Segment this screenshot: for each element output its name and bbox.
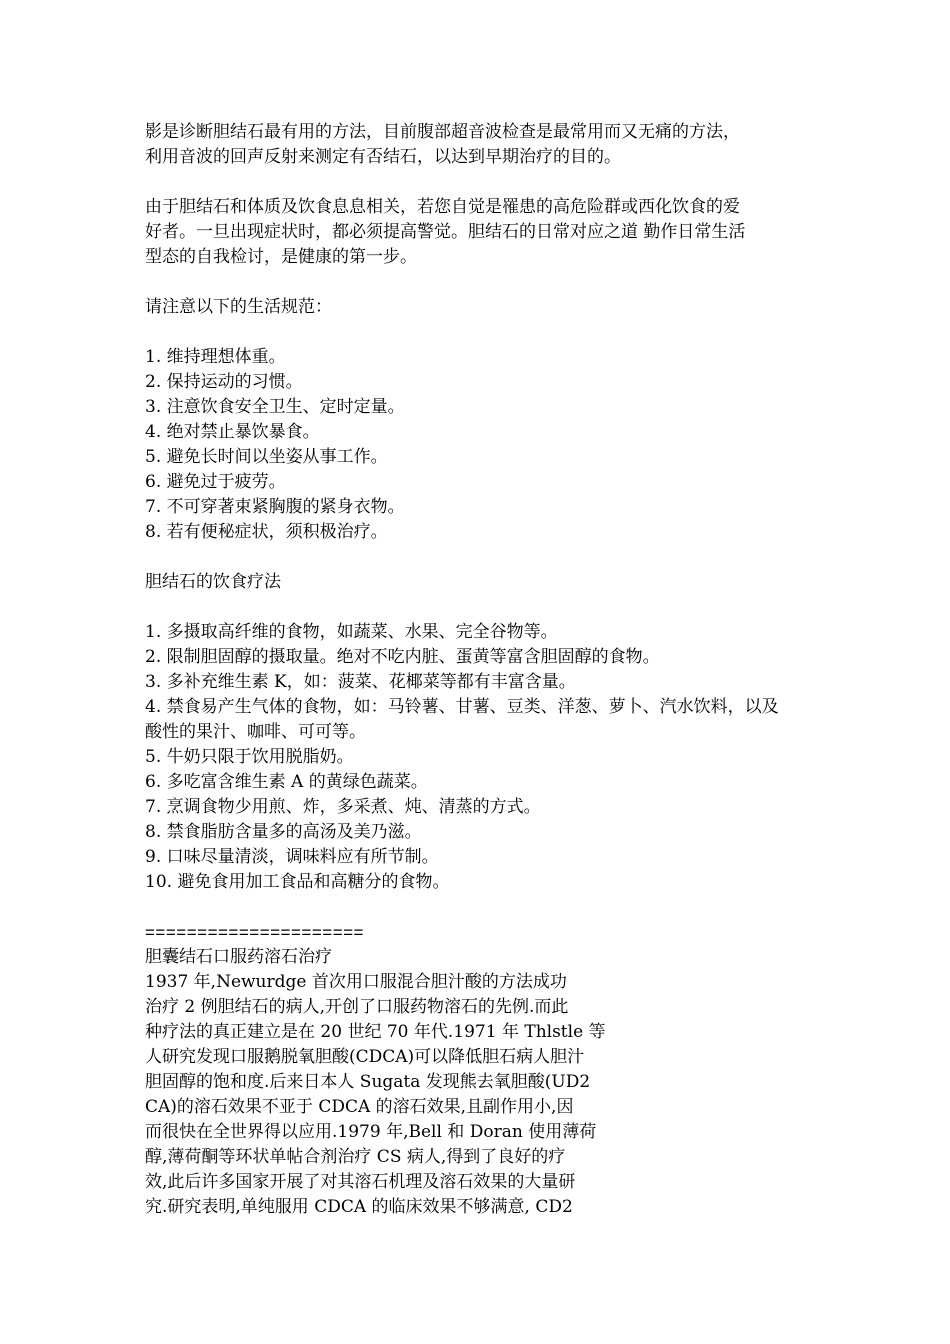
text-line: 1937 年,Newurdge 首次用口服混合胆汁酸的方法成功 [145,972,567,992]
text-line: 治疗 2 例胆结石的病人,开创了口服药物溶石的先例.而此 [145,997,569,1017]
list-item: 10. 避免食用加工食品和高糖分的食物。 [145,872,450,892]
list-item: 7. 烹调食物少用煎、炸，多采煮、炖、清蒸的方式。 [145,797,541,817]
document-page [145,120,825,1220]
paragraph-gap [145,170,825,195]
text-line: 影是诊断胆结石最有用的方法，目前腹部超音波检查是最常用而又无痛的方法， [145,122,740,142]
paragraph-gap [145,595,825,620]
text-line: 效,此后许多国家开展了对其溶石机理及溶石效果的大量研 [145,1172,576,1192]
paragraph-gap [145,270,825,295]
text-line: 醇,薄荷酮等环状单帖合剂治疗 CS 病人,得到了良好的疗 [145,1147,566,1167]
text-line: 种疗法的真正建立是在 20 世纪 70 年代.1971 年 Thlstle 等 [145,1022,606,1042]
list-item: 7. 不可穿著束紧胸腹的紧身衣物。 [145,497,405,517]
text-line: 好者。一旦出现症状时，都必须提高警觉。胆结石的日常对应之道 勤作日常生活 [145,222,746,242]
text-line: 而很快在全世界得以应用.1979 年,Bell 和 Doran 使用薄荷 [145,1122,597,1142]
list-item: 3. 多补充维生素 K，如：菠菜、花椰菜等都有丰富含量。 [145,672,576,692]
text-line: 究.研究表明,单纯服用 CDCA 的临床效果不够满意, CD2 [145,1197,573,1217]
list-item: 4. 绝对禁止暴饮暴食。 [145,422,320,442]
diet-list [145,620,825,895]
paragraph-gap [145,895,825,920]
text-line: 由于胆结石和体质及饮食息息相关，若您自觉是罹患的高危险群或西化饮食的爱 [145,197,740,217]
list-item: 1. 多摄取高纤维的食物，如蔬菜、水果、完全谷物等。 [145,622,558,642]
text-line: 型态的自我检讨，是健康的第一步。 [145,247,417,267]
section-title: 胆囊结石口服药溶石治疗 [145,947,332,967]
intro-paragraph [145,120,825,170]
list-item: 4. 禁食易产生气体的食物，如：马铃薯、甘薯、豆类、洋葱、萝卜、汽水饮料，以及 [145,697,779,717]
list-item: 5. 避免长时间以坐姿从事工作。 [145,447,388,467]
list-item: 1. 维持理想体重。 [145,347,286,367]
list-item: 5. 牛奶只限于饮用脱脂奶。 [145,747,354,767]
rules-list [145,345,825,545]
list-item: 9. 口味尽量清淡，调味料应有所节制。 [145,847,439,867]
list-item: 8. 若有便秘症状，须积极治疗。 [145,522,388,542]
rules-heading: 请注意以下的生活规范： [145,297,332,317]
paragraph-gap [145,545,825,570]
risk-paragraph [145,195,825,270]
diet-heading: 胆结石的饮食疗法 [145,572,281,592]
paragraph-gap [145,320,825,345]
history-paragraph [145,970,665,1220]
list-item: 6. 避免过于疲劳。 [145,472,286,492]
list-item: 6. 多吃富含维生素 A 的黄绿色蔬菜。 [145,772,428,792]
text-line: CA)的溶石效果不亚于 CDCA 的溶石效果,且副作用小,因 [145,1097,574,1117]
text-line: 胆固醇的饱和度.后来日本人 Sugata 发现熊去氧胆酸(UD2 [145,1072,591,1092]
text-line: 利用音波的回声反射来测定有否结石，以达到早期治疗的目的。 [145,147,621,167]
list-item: 3. 注意饮食安全卫生、定时定量。 [145,397,405,417]
list-item: 酸性的果汁、咖啡、可可等。 [145,722,366,742]
list-item: 2. 保持运动的习惯。 [145,372,303,392]
list-item: 2. 限制胆固醇的摄取量。绝对不吃内脏、蛋黄等富含胆固醇的食物。 [145,647,660,667]
text-line: 人研究发现口服鹅脱氧胆酸(CDCA)可以降低胆石病人胆汁 [145,1047,585,1067]
list-item: 8. 禁食脂肪含量多的高汤及美乃滋。 [145,822,422,842]
separator-line: ===================== [145,923,364,942]
